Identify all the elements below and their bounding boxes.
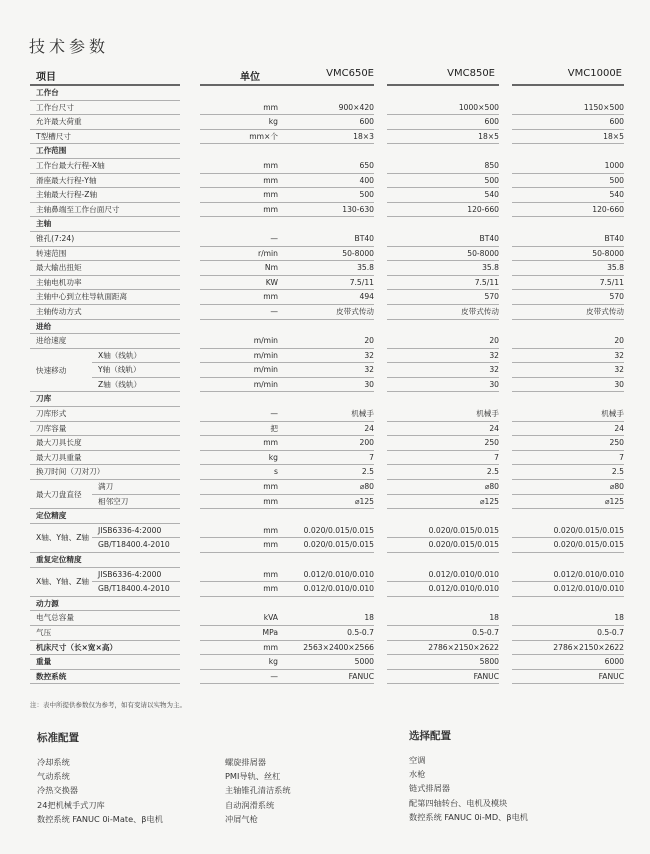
row-unit: mm <box>200 101 280 116</box>
list-item: 冲屑气枪 <box>225 813 258 824</box>
value-model-1: 0.5-0.7 <box>264 626 374 641</box>
value-model-1: 32 <box>264 363 374 378</box>
row-unit: mm <box>200 538 280 553</box>
row-unit: — <box>200 232 280 247</box>
header-model-2: VMC850E <box>447 68 495 79</box>
page-title: 技术参数 <box>29 37 110 56</box>
value-model-3: FANUC <box>512 670 624 685</box>
value-model-3: 皮带式传动 <box>512 305 624 320</box>
row-label: 气压 <box>30 626 180 641</box>
list-item: 24把机械手式刀库 <box>37 799 105 810</box>
row-unit: — <box>200 670 280 685</box>
table-header <box>30 64 624 86</box>
table-row <box>30 611 624 626</box>
table-row <box>30 159 624 174</box>
value-model-1: FANUC <box>264 670 374 685</box>
row-label: 主轴中心到立柱导轨面距离 <box>30 290 180 305</box>
value-model-3: 540 <box>512 188 624 203</box>
row-unit: mm <box>200 568 280 583</box>
row-unit: mm <box>200 188 280 203</box>
value-model-3: BT40 <box>512 232 624 247</box>
section-row <box>30 597 624 612</box>
value-model-1: 20 <box>264 334 374 349</box>
value-model-1: 30 <box>264 378 374 393</box>
value-model-2: 250 <box>387 436 499 451</box>
value-model-3: ⌀125 <box>512 495 624 510</box>
section-title: 进给 <box>30 320 180 335</box>
section-row <box>30 86 624 101</box>
table-row <box>30 232 624 247</box>
value-model-1: 7 <box>264 451 374 466</box>
standard-config-list-2 <box>225 755 291 826</box>
value-model-1: ⌀80 <box>264 480 374 495</box>
row-unit: — <box>200 407 280 422</box>
group-label: 最大刀盘直径 <box>30 480 92 509</box>
value-model-2: 850 <box>387 159 499 174</box>
row-unit: mm <box>200 203 280 218</box>
value-model-2: 5800 <box>387 655 499 670</box>
value-model-3: 18 <box>512 611 624 626</box>
value-model-1: 130-630 <box>264 203 374 218</box>
value-model-1: 35.8 <box>264 261 374 276</box>
value-model-3: 0.020/0.015/0.015 <box>512 538 624 553</box>
value-model-3: ⌀80 <box>512 480 624 495</box>
row-label: 刀库容量 <box>30 422 180 437</box>
value-model-3: 2.5 <box>512 465 624 480</box>
value-model-3: 570 <box>512 290 624 305</box>
row-unit: r/min <box>200 247 280 262</box>
value-model-1: 24 <box>264 422 374 437</box>
row-unit: mm <box>200 174 280 189</box>
row-unit: mm <box>200 290 280 305</box>
value-model-1: 7.5/11 <box>264 276 374 291</box>
value-model-3: 7.5/11 <box>512 276 624 291</box>
row-unit: kg <box>200 115 280 130</box>
value-model-1: 500 <box>264 188 374 203</box>
value-model-1: 2563×2400×2566 <box>264 641 374 656</box>
value-model-1: 机械手 <box>264 407 374 422</box>
value-model-2: 0.5-0.7 <box>387 626 499 641</box>
value-model-2: BT40 <box>387 232 499 247</box>
value-model-1: 200 <box>264 436 374 451</box>
list-item: 冷热交换器 <box>37 785 78 796</box>
table-row <box>30 305 624 320</box>
value-model-3: 0.5-0.7 <box>512 626 624 641</box>
section-row <box>30 144 624 159</box>
row-unit: m/min <box>200 378 280 393</box>
section-title: 主轴 <box>30 217 180 232</box>
value-model-2: 0.020/0.015/0.015 <box>387 524 499 539</box>
table-row <box>30 349 624 364</box>
value-model-3: 24 <box>512 422 624 437</box>
value-model-3: 32 <box>512 349 624 364</box>
section-title: 重复定位精度 <box>30 553 180 568</box>
table-row <box>30 290 624 305</box>
row-label: Y轴（线轨） <box>92 363 180 378</box>
section-row <box>30 553 624 568</box>
row-label: 重量 <box>30 655 180 670</box>
table-row <box>30 363 624 378</box>
value-model-1: 650 <box>264 159 374 174</box>
row-unit: m/min <box>200 363 280 378</box>
value-model-3: 500 <box>512 174 624 189</box>
section-title: 工作台 <box>30 86 180 101</box>
row-label: GB/T18400.4-2010 <box>92 582 180 597</box>
section-title: 定位精度 <box>30 509 180 524</box>
row-label: 滑座最大行程-Y轴 <box>30 174 180 189</box>
list-item: 数控系统 FANUC 0i-MD、β电机 <box>409 811 528 822</box>
list-item: 螺旋排屑器 <box>225 757 266 767</box>
value-model-2: 570 <box>387 290 499 305</box>
value-model-2: 18 <box>387 611 499 626</box>
list-item: 冷却系统 <box>37 757 70 767</box>
value-model-2: 35.8 <box>387 261 499 276</box>
table-row <box>30 480 624 495</box>
value-model-3: 20 <box>512 334 624 349</box>
value-model-2: 0.012/0.010/0.010 <box>387 582 499 597</box>
row-label: 进给速度 <box>30 334 180 349</box>
value-model-2: 机械手 <box>387 407 499 422</box>
footnote: 注：表中所提供参数仅为参考，如有变请以实物为主。 <box>30 701 186 709</box>
value-model-2: 18×5 <box>387 130 499 145</box>
value-model-1: 18 <box>264 611 374 626</box>
table-row <box>30 261 624 276</box>
table-row <box>30 188 624 203</box>
optional-config-list <box>409 753 528 824</box>
value-model-1: 2.5 <box>264 465 374 480</box>
value-model-3: 32 <box>512 363 624 378</box>
section-row <box>30 509 624 524</box>
row-label: 主轴电机功率 <box>30 276 180 291</box>
row-unit: mm <box>200 495 280 510</box>
value-model-1: BT40 <box>264 232 374 247</box>
group-block <box>30 480 624 509</box>
table-row <box>30 203 624 218</box>
value-model-3: 0.012/0.010/0.010 <box>512 582 624 597</box>
value-model-3: 120-660 <box>512 203 624 218</box>
row-label: 最大输出扭矩 <box>30 261 180 276</box>
row-unit: mm <box>200 159 280 174</box>
row-unit: mm <box>200 436 280 451</box>
value-model-1: 600 <box>264 115 374 130</box>
header-unit: 单位 <box>240 72 260 83</box>
optional-config-title: 选择配置 <box>409 730 451 742</box>
list-item: 水枪 <box>409 769 426 780</box>
row-label: 最大刀具重量 <box>30 451 180 466</box>
value-model-3: 机械手 <box>512 407 624 422</box>
row-label: 电气总容量 <box>30 611 180 626</box>
value-model-2: 1000×500 <box>387 101 499 116</box>
value-model-1: 皮带式传动 <box>264 305 374 320</box>
table-row <box>30 670 624 685</box>
row-unit: mm×个 <box>200 130 280 145</box>
row-label: 数控系统 <box>30 670 180 685</box>
row-label: 机床尺寸（长×宽×高） <box>30 641 180 656</box>
value-model-1: 0.020/0.015/0.015 <box>264 524 374 539</box>
value-model-2: 500 <box>387 174 499 189</box>
list-item: 主轴锥孔清洁系统 <box>225 785 291 796</box>
row-unit: mm <box>200 582 280 597</box>
table-row <box>30 436 624 451</box>
value-model-1: 494 <box>264 290 374 305</box>
value-model-2: 2786×2150×2622 <box>387 641 499 656</box>
value-model-1: 32 <box>264 349 374 364</box>
section-row <box>30 320 624 335</box>
group-label: 快速移动 <box>30 349 92 393</box>
value-model-3: 0.012/0.010/0.010 <box>512 568 624 583</box>
value-model-3: 7 <box>512 451 624 466</box>
row-unit: KW <box>200 276 280 291</box>
section-title: 刀库 <box>30 392 180 407</box>
value-model-2: 2.5 <box>387 465 499 480</box>
value-model-3: 18×5 <box>512 130 624 145</box>
value-model-2: 30 <box>387 378 499 393</box>
value-model-2: 20 <box>387 334 499 349</box>
list-item: 链式排屑器 <box>409 783 450 794</box>
row-label: 主轴传动方式 <box>30 305 180 320</box>
row-unit: MPa <box>200 626 280 641</box>
value-model-3: 30 <box>512 378 624 393</box>
list-item: 配第四轴转台、电机及模块 <box>409 797 508 808</box>
section-row <box>30 217 624 232</box>
list-item: 空调 <box>409 755 426 765</box>
table-row <box>30 582 624 597</box>
row-label: 满刀 <box>92 480 180 495</box>
table-row <box>30 101 624 116</box>
value-model-2: FANUC <box>387 670 499 685</box>
row-unit: kVA <box>200 611 280 626</box>
table-row <box>30 465 624 480</box>
table-body <box>30 86 624 684</box>
value-model-3: 35.8 <box>512 261 624 276</box>
row-unit: mm <box>200 641 280 656</box>
row-label: JISB6336-4:2000 <box>92 568 180 583</box>
value-model-2: ⌀80 <box>387 480 499 495</box>
table-row <box>30 568 624 583</box>
row-label: X轴（线轨） <box>92 349 180 364</box>
row-label: JISB6336-4:2000 <box>92 524 180 539</box>
row-unit: m/min <box>200 334 280 349</box>
row-label: 工作台最大行程-X轴 <box>30 159 180 174</box>
table-row <box>30 247 624 262</box>
value-model-2: 32 <box>387 363 499 378</box>
value-model-1: 400 <box>264 174 374 189</box>
row-label: 主轴鼻端至工作台面尺寸 <box>30 203 180 218</box>
header-item: 项目 <box>36 72 56 83</box>
table-row <box>30 451 624 466</box>
table-row <box>30 115 624 130</box>
row-label: 工作台尺寸 <box>30 101 180 116</box>
table-row <box>30 626 624 641</box>
value-model-3: 600 <box>512 115 624 130</box>
value-model-1: 5000 <box>264 655 374 670</box>
row-unit: mm <box>200 524 280 539</box>
table-row <box>30 378 624 393</box>
row-unit: — <box>200 305 280 320</box>
row-label: 锥孔(7:24) <box>30 232 180 247</box>
value-model-1: 0.012/0.010/0.010 <box>264 582 374 597</box>
row-unit: s <box>200 465 280 480</box>
row-label: 最大刀具长度 <box>30 436 180 451</box>
row-label: 主轴最大行程-Z轴 <box>30 188 180 203</box>
value-model-3: 2786×2150×2622 <box>512 641 624 656</box>
group-block <box>30 349 624 393</box>
group-label: X轴、Y轴、Z轴 <box>30 524 92 553</box>
row-label: Z轴（线轨） <box>92 378 180 393</box>
value-model-1: 900×420 <box>264 101 374 116</box>
value-model-3: 1150×500 <box>512 101 624 116</box>
value-model-2: 32 <box>387 349 499 364</box>
row-label: 转速范围 <box>30 247 180 262</box>
list-item: 数控系统 FANUC 0i-Mate、β电机 <box>37 813 163 824</box>
value-model-2: 0.020/0.015/0.015 <box>387 538 499 553</box>
list-item: 气动系统 <box>37 771 70 782</box>
table-row <box>30 641 624 656</box>
value-model-2: 7 <box>387 451 499 466</box>
row-label: 相邻空刀 <box>92 495 180 510</box>
value-model-1: 50-8000 <box>264 247 374 262</box>
value-model-2: ⌀125 <box>387 495 499 510</box>
value-model-2: 皮带式传动 <box>387 305 499 320</box>
list-item: 自动润滑系统 <box>225 799 275 810</box>
row-unit: kg <box>200 655 280 670</box>
value-model-3: 1000 <box>512 159 624 174</box>
value-model-2: 0.012/0.010/0.010 <box>387 568 499 583</box>
section-title: 动力源 <box>30 597 180 612</box>
value-model-2: 540 <box>387 188 499 203</box>
value-model-2: 120-660 <box>387 203 499 218</box>
row-unit: kg <box>200 451 280 466</box>
group-block <box>30 568 624 597</box>
value-model-1: ⌀125 <box>264 495 374 510</box>
row-label: GB/T18400.4-2010 <box>92 538 180 553</box>
value-model-2: 50-8000 <box>387 247 499 262</box>
list-item: PMI导轨、丝杠 <box>225 771 281 782</box>
section-title: 工作范围 <box>30 144 180 159</box>
value-model-2: 600 <box>387 115 499 130</box>
table-row <box>30 655 624 670</box>
section-row <box>30 392 624 407</box>
table-row <box>30 538 624 553</box>
value-model-3: 0.020/0.015/0.015 <box>512 524 624 539</box>
table-row <box>30 524 624 539</box>
group-label: X轴、Y轴、Z轴 <box>30 568 92 597</box>
value-model-1: 0.020/0.015/0.015 <box>264 538 374 553</box>
row-label: T型槽尺寸 <box>30 130 180 145</box>
spec-table <box>30 64 624 684</box>
row-label: 允许最大荷重 <box>30 115 180 130</box>
table-row <box>30 422 624 437</box>
standard-config-title: 标准配置 <box>37 732 79 744</box>
table-row <box>30 495 624 510</box>
value-model-2: 7.5/11 <box>387 276 499 291</box>
header-model-3: VMC1000E <box>567 68 622 79</box>
table-row <box>30 407 624 422</box>
value-model-2: 24 <box>387 422 499 437</box>
table-row <box>30 130 624 145</box>
group-block <box>30 524 624 553</box>
row-unit: mm <box>200 480 280 495</box>
header-model-1: VMC650E <box>326 68 374 79</box>
row-unit: 把 <box>200 422 280 437</box>
value-model-3: 50-8000 <box>512 247 624 262</box>
table-row <box>30 276 624 291</box>
value-model-3: 250 <box>512 436 624 451</box>
value-model-1: 18×3 <box>264 130 374 145</box>
row-label: 换刀时间（刀对刀） <box>30 465 180 480</box>
row-unit: Nm <box>200 261 280 276</box>
row-label: 刀库形式 <box>30 407 180 422</box>
row-unit: m/min <box>200 349 280 364</box>
table-row <box>30 174 624 189</box>
standard-config-list-1 <box>37 755 163 826</box>
table-row <box>30 334 624 349</box>
value-model-1: 0.012/0.010/0.010 <box>264 568 374 583</box>
value-model-3: 6000 <box>512 655 624 670</box>
